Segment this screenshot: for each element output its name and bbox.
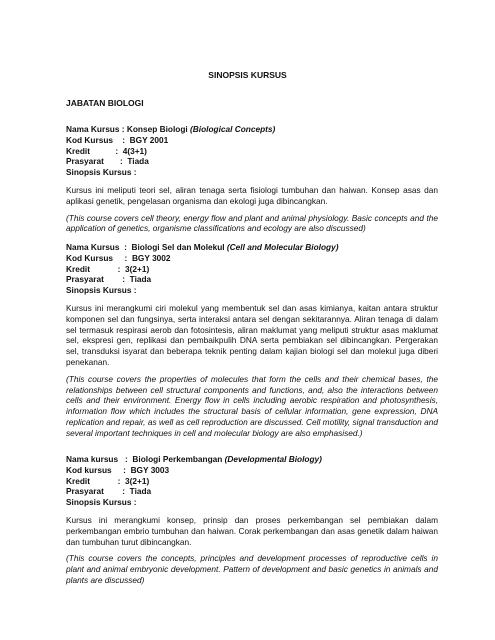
course-name-row — [66, 242, 438, 253]
prerequisite-row — [66, 274, 438, 285]
credit-value: 3(2+1) — [125, 263, 150, 274]
course-section-1 — [66, 124, 438, 234]
synopsis-label: Sinopsis Kursus : — [66, 285, 137, 296]
course-name-label: Nama kursus — [66, 454, 119, 464]
separator: : — [103, 274, 130, 285]
separator: : — [118, 454, 133, 464]
course-name-label: Nama Kursus — [66, 242, 120, 252]
course-code-value: BGY 3002 — [131, 252, 171, 263]
prerequisite-value: Tiada — [127, 156, 149, 167]
course-code-row — [66, 253, 438, 264]
prerequisite-value: Tiada — [129, 486, 152, 497]
course-name-english: (Biological Concepts) — [190, 124, 276, 134]
department-heading: JABATAN BIOLOGI — [66, 98, 144, 108]
separator: : — [119, 242, 132, 252]
separator: : — [89, 263, 126, 274]
course-name-row — [66, 454, 438, 465]
separator: : — [111, 464, 131, 475]
synopsis-label: Sinopsis Kursus : — [66, 497, 137, 508]
separator: : — [113, 252, 132, 263]
separator: : — [119, 124, 127, 134]
course-code-row — [66, 465, 438, 476]
separator: : — [103, 156, 128, 167]
course-name-english: (Developmental Biology) — [224, 454, 322, 464]
course-name-value: Biologi Sel dan Molekul — [131, 242, 227, 252]
credit-label: Kredit — [66, 475, 90, 486]
course-name-row — [66, 124, 438, 135]
course-code-value: BGY 2001 — [129, 134, 169, 145]
separator: : — [103, 486, 130, 497]
course-name-value: Biologi Perkembangan — [132, 454, 225, 464]
prerequisite-label: Prasyarat — [66, 156, 104, 167]
course-code-value: BGY 3003 — [130, 464, 170, 475]
course-section-2 — [66, 242, 438, 439]
credit-row — [66, 476, 438, 487]
course-name-english: (Cell and Molecular Biology) — [226, 242, 339, 252]
course-code-label: Kod Kursus — [66, 134, 114, 145]
synopsis-english: (This course covers the concepts, principles and development processes of reproductive cells in plant and animal embryonic development. Pattern of development and basic genetics in animals and plants are discussed) — [66, 553, 438, 585]
credit-row — [66, 146, 438, 157]
synopsis-malay: Kursus ini meliputi teori sel, aliran tenaga serta fisiologi tumbuhan dan haiwan. Konsep asas dan aplikasi genetik, pengelasan organisma dan ekologi juga dibincangkan. — [66, 184, 438, 206]
course-section-3 — [66, 454, 438, 586]
prerequisite-label: Prasyarat — [66, 486, 104, 497]
prerequisite-row — [66, 486, 438, 497]
synopsis-malay: Kursus ini merangkumi konsep, prinsip dan proses perkembangan sel pembiakan dalam perkembangan embrio tumbuhan dan haiwan. Corak perkembangan dan asas genetik dalam haiwan dan tumbuhan turut dibincangkan. — [66, 514, 438, 547]
document-title: SINOPSIS KURSUS — [208, 70, 287, 80]
course-name-label: Nama Kursus — [66, 124, 120, 134]
synopsis-english: (This course covers cell theory, energy flow and plant and animal physiology. Basic concepts and the application of genetics, organisme classifications and ecology are also discussed) — [66, 212, 438, 234]
course-code-label: Kod Kursus — [66, 252, 114, 263]
credit-value: 4(3+1) — [122, 145, 147, 156]
course-code-label: Kod kursus — [66, 464, 112, 475]
credit-label: Kredit — [66, 145, 90, 156]
prerequisite-value: Tiada — [129, 274, 152, 285]
course-name-value: Konsep Biologi — [126, 124, 191, 134]
separator: : — [89, 475, 126, 486]
prerequisite-row — [66, 156, 438, 167]
course-code-row — [66, 135, 438, 146]
prerequisite-label: Prasyarat — [66, 274, 104, 285]
synopsis-english: (This course covers the properties of molecules that form the cells and their chemical bases, the relationships between cell structural components and functions, and, also the interactions between cells and their environment. Energy flow in cells including aerobic respiration and photosynthesis, information flow which includes the structural basis of cellular information, gene expression, DNA replication and repair, as well as cell reproduction are discussed. Cell motility, signal transduction and several important techniques in cell and molecular biology are also emphasised.) — [66, 373, 438, 438]
credit-value: 3(2+1) — [125, 475, 150, 486]
separator: : — [89, 145, 123, 156]
synopsis-label: Sinopsis Kursus : — [66, 167, 137, 178]
synopsis-malay: Kursus ini merangkumi ciri molekul yang membentuk sel dan asas kimianya, kaitan antara struktur komponen sel dan fungsinya, serta interaksi antara sel dengan sekitarannya. Aliran tenaga di dalam sel termasuk respirasi aerob dan fotosintesis, aliran maklumat yang meliputi struktur asas maklumat sel, ekspresi gen, replikasi dan pembaikpulih DNA serta pembiakan sel dibincangkan. Pergerakan sel, transduksi isyarat dan beberapa teknik penting dalam kajian biologi sel dan molekul juga diberi penekanan. — [66, 302, 438, 367]
separator: : — [113, 134, 130, 145]
credit-row — [66, 264, 438, 275]
credit-label: Kredit — [66, 263, 90, 274]
